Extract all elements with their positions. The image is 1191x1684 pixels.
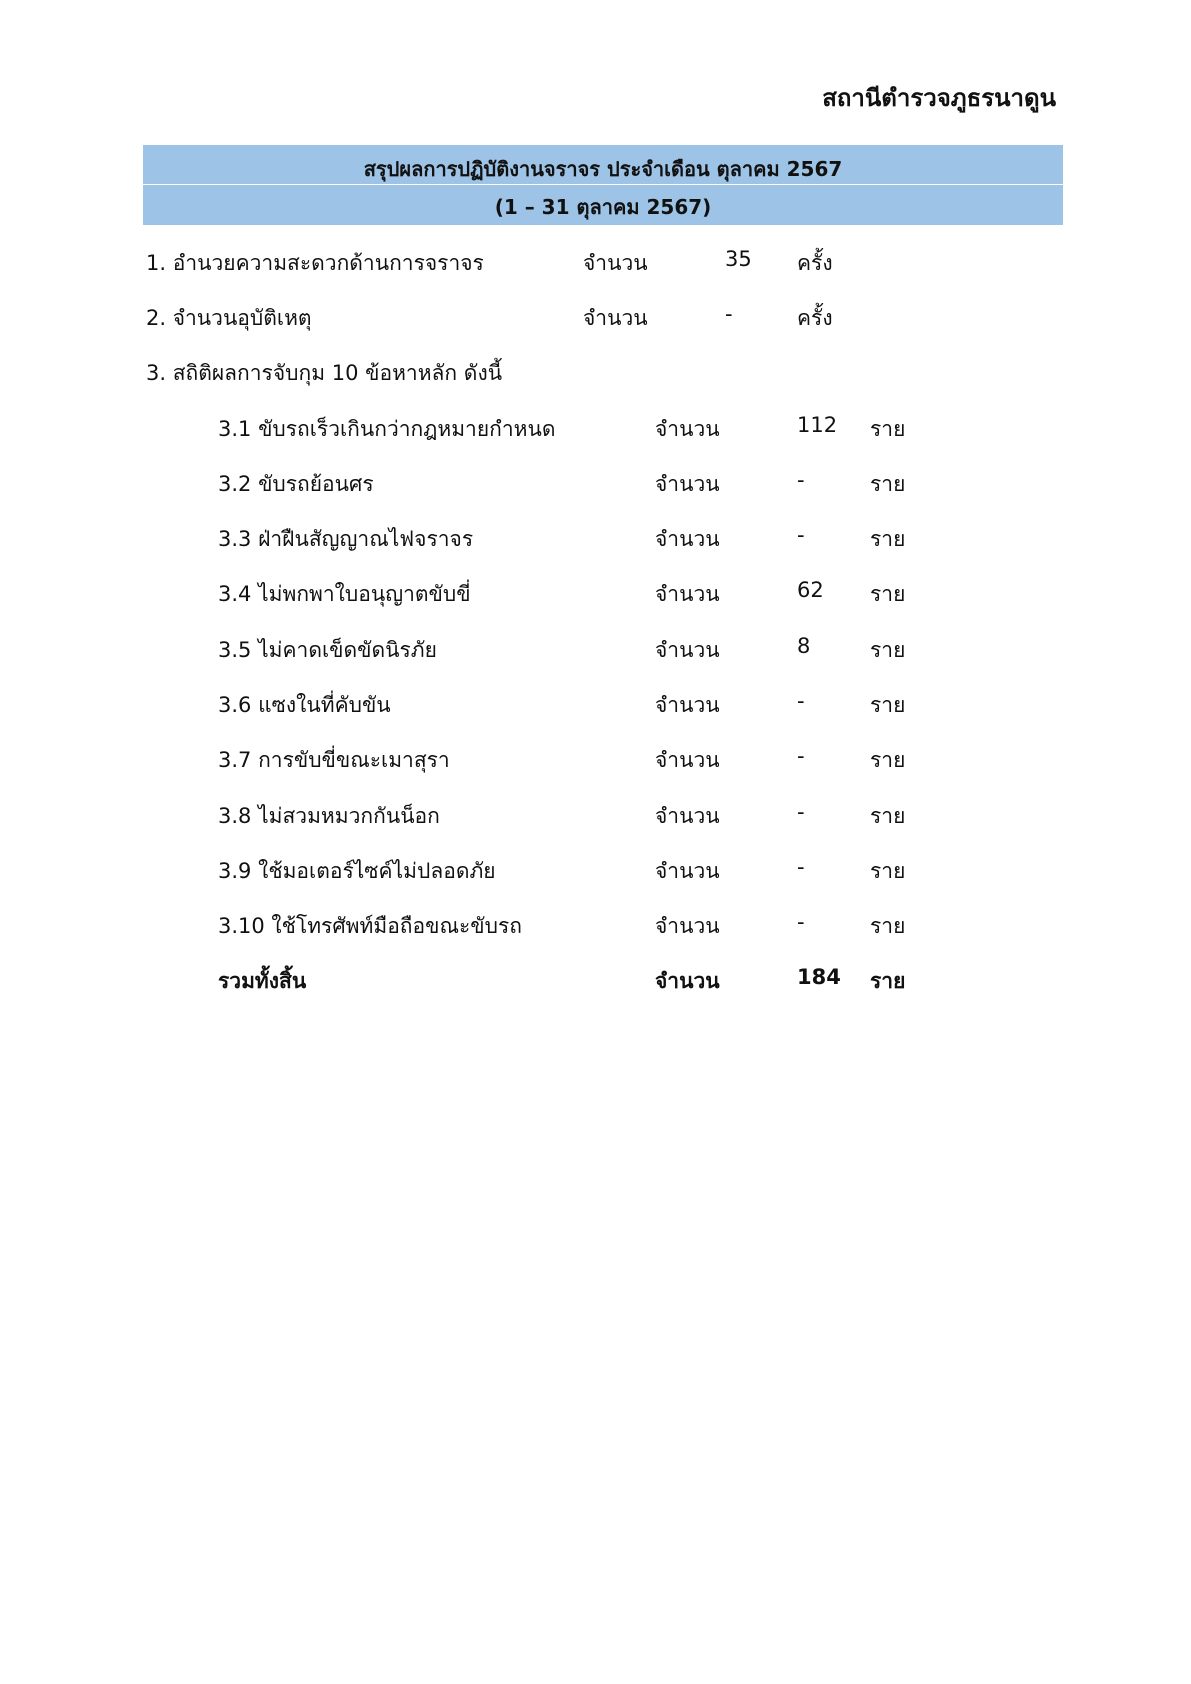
report-title-banner <box>143 145 1063 225</box>
arrest-value: - <box>797 523 805 547</box>
total-row <box>0 965 1191 997</box>
arrest-unit: ราย <box>870 804 906 828</box>
item-qty-label: จำนวน <box>583 251 648 275</box>
arrest-unit: ราย <box>870 914 906 938</box>
item-value: - <box>725 302 733 326</box>
arrest-unit: ราย <box>870 693 906 717</box>
arrest-label: 3.5 ไม่คาดเข็ดขัดนิรภัย <box>218 638 437 662</box>
arrest-value: 62 <box>797 578 824 602</box>
arrest-row <box>0 744 1191 776</box>
arrest-qty-label: จำนวน <box>655 527 720 551</box>
arrest-value: - <box>797 689 805 713</box>
arrest-qty-label: จำนวน <box>655 859 720 883</box>
arrest-label: 3.4 ไม่พกพาใบอนุญาตขับขี่ <box>218 582 471 606</box>
arrest-row <box>0 910 1191 942</box>
item-unit: ครั้ง <box>797 251 833 275</box>
item-value: 35 <box>725 247 752 271</box>
banner-divider <box>143 184 1063 185</box>
arrest-value: 112 <box>797 413 838 437</box>
item-qty-label: จำนวน <box>583 306 648 330</box>
arrest-row <box>0 689 1191 721</box>
station-name: สถานีตำรวจภูธรนาดูน <box>822 84 1056 112</box>
arrest-value: - <box>797 744 805 768</box>
item-unit: ครั้ง <box>797 306 833 330</box>
total-label: รวมทั้งสิ้น <box>218 969 307 993</box>
item-row-assistance <box>0 247 1191 279</box>
arrest-label: 3.10 ใช้โทรศัพท์มือถือขณะขับรถ <box>218 914 522 938</box>
arrest-unit: ราย <box>870 748 906 772</box>
arrest-qty-label: จำนวน <box>655 693 720 717</box>
arrest-qty-label: จำนวน <box>655 472 720 496</box>
arrest-qty-label: จำนวน <box>655 914 720 938</box>
arrest-unit: ราย <box>870 582 906 606</box>
arrest-value: 8 <box>797 634 811 658</box>
arrest-label: 3.8 ไม่สวมหมวกกันน็อก <box>218 804 440 828</box>
item-label: 2. จำนวนอุบัติเหตุ <box>146 306 312 330</box>
arrest-row <box>0 634 1191 666</box>
arrest-row <box>0 855 1191 887</box>
arrest-qty-label: จำนวน <box>655 417 720 441</box>
arrest-row <box>0 523 1191 555</box>
arrest-qty-label: จำนวน <box>655 582 720 606</box>
arrest-qty-label: จำนวน <box>655 638 720 662</box>
arrest-unit: ราย <box>870 417 906 441</box>
arrest-value: - <box>797 468 805 492</box>
arrest-unit: ราย <box>870 638 906 662</box>
arrest-value: - <box>797 855 805 879</box>
report-title: สรุปผลการปฏิบัติงานจราจร ประจำเดือน ตุลาคม 2567 <box>363 157 843 181</box>
arrest-label: 3.1 ขับรถเร็วเกินกว่ากฎหมายกำหนด <box>218 417 556 441</box>
arrest-value: - <box>797 910 805 934</box>
arrest-label: 3.3 ฝ่าฝืนสัญญาณไฟจราจร <box>218 527 474 551</box>
arrest-label: 3.2 ขับรถย้อนศร <box>218 472 374 496</box>
arrest-unit: ราย <box>870 472 906 496</box>
section3-heading-row <box>0 357 1191 389</box>
arrest-value: - <box>797 800 805 824</box>
arrest-label: 3.7 การขับขี่ขณะเมาสุรา <box>218 748 450 772</box>
report-period: (1 – 31 ตุลาคม 2567) <box>494 195 712 219</box>
total-unit: ราย <box>870 969 906 993</box>
item-row-accidents <box>0 302 1191 334</box>
arrest-qty-label: จำนวน <box>655 748 720 772</box>
arrest-label: 3.6 แซงในที่คับขัน <box>218 693 391 717</box>
total-qty-label: จำนวน <box>655 969 720 993</box>
total-value: 184 <box>797 965 841 989</box>
arrest-label: 3.9 ใช้มอเตอร์ไซค์ไม่ปลอดภัย <box>218 859 496 883</box>
arrest-row <box>0 578 1191 610</box>
arrest-qty-label: จำนวน <box>655 804 720 828</box>
arrest-row <box>0 468 1191 500</box>
arrest-row <box>0 413 1191 445</box>
arrest-unit: ราย <box>870 859 906 883</box>
arrest-row <box>0 800 1191 832</box>
section3-heading: 3. สถิติผลการจับกุม 10 ข้อหาหลัก ดังนี้ <box>146 361 503 385</box>
item-label: 1. อำนวยความสะดวกด้านการจราจร <box>146 251 484 275</box>
arrest-unit: ราย <box>870 527 906 551</box>
